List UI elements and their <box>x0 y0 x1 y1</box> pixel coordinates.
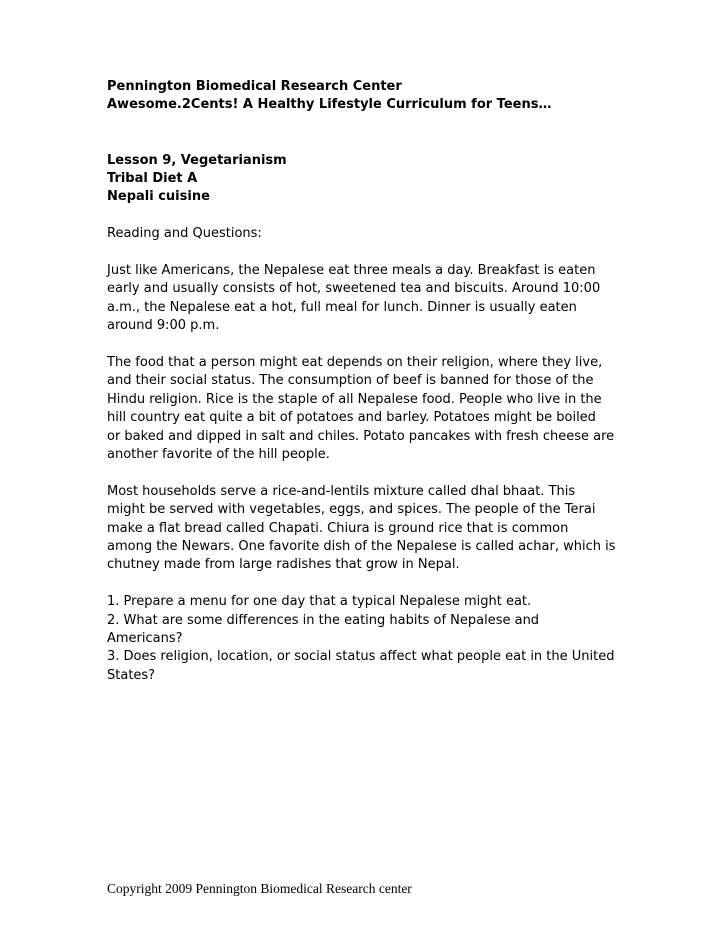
paragraph-line: and their social status. The consumption of beef is banned for those of the <box>107 373 594 389</box>
header-block <box>107 78 627 115</box>
paragraph-2 <box>107 354 627 464</box>
lesson-title: Lesson 9, Vegetarianism <box>107 152 287 168</box>
paragraph-line: around 9:00 p.m. <box>107 318 220 334</box>
question-item: 2. What are some differences in the eating habits of Nepalese and <box>107 612 540 628</box>
question-item: 3. Does religion, location, or social status affect what people eat in the United <box>107 649 615 665</box>
curriculum-title: Awesome.2Cents! A Healthy Lifestyle Curriculum for Teens… <box>107 97 552 113</box>
diet-title: Tribal Diet A <box>107 171 198 186</box>
paragraph-line: hill country eat quite a bit of potatoes and barley. Potatoes might be boiled <box>107 410 596 426</box>
paragraph-line: early and usually consists of hot, sweetened tea and biscuits. Around 10:00 <box>107 281 601 297</box>
question-item: States? <box>107 667 156 683</box>
organization-name: Pennington Biomedical Research Center <box>107 79 402 94</box>
paragraph-line: Just like Americans, the Nepalese eat three meals a day. Breakfast is eaten <box>107 263 596 278</box>
paragraph-line: might be served with vegetables, eggs, and spices. The people of the Terai <box>107 502 596 518</box>
question-item: 1. Prepare a menu for one day that a typical Nepalese might eat. <box>107 594 532 610</box>
paragraph-line: chutney made from large radishes that grow in Nepal. <box>107 557 460 573</box>
paragraph-line: or baked and dipped in salt and chiles. Potato pancakes with fresh cheese are <box>107 428 615 444</box>
cuisine-title: Nepali cuisine <box>107 189 210 205</box>
paragraph-line: another favorite of the hill people. <box>107 447 330 463</box>
document-body <box>107 78 627 685</box>
lesson-block <box>107 152 627 207</box>
questions-list <box>107 593 627 685</box>
paragraph-line: among the Newars. One favorite dish of the Nepalese is called achar, which is <box>107 539 616 555</box>
copyright-footer: Copyright 2009 Pennington Biomedical Research center <box>107 881 412 896</box>
paragraph-line: Hindu religion. Rice is the staple of all Nepalese food. People who live in the <box>107 391 602 407</box>
paragraph-line: Most households serve a rice-and-lentils mixture called dhal bhaat. This <box>107 483 576 499</box>
section-label: Reading and Questions: <box>107 226 262 242</box>
paragraph-line: make a flat bread called Chapati. Chiura is ground rice that is common <box>107 520 569 536</box>
question-item: Americans? <box>107 631 183 647</box>
paragraph-line: The food that a person might eat depends on their religion, where they live, <box>107 355 603 371</box>
paragraph-3 <box>107 483 627 575</box>
paragraph-line: a.m., the Nepalese eat a hot, full meal for lunch. Dinner is usually eaten <box>107 299 577 315</box>
paragraph-1 <box>107 262 627 336</box>
